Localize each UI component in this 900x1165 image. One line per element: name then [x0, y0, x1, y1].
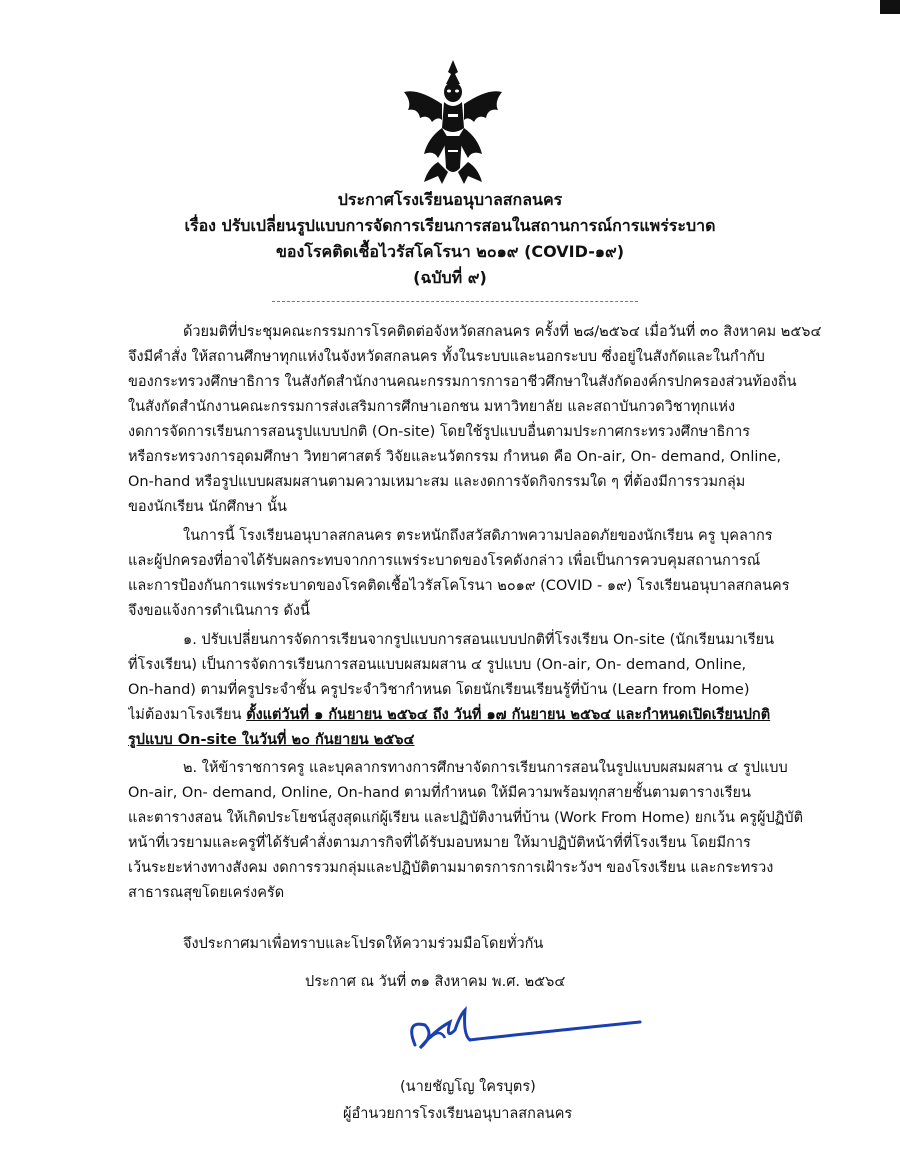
- para2-line: และการป้องกันการแพร่ระบาดของโรคติดเชื้อไวรัสโคโรนา ๒๐๑๙ (COVID - ๑๙) โรงเรียนอนุบาลสกลนคร: [128, 578, 790, 594]
- garuda-emblem-icon: [398, 58, 508, 186]
- item2-line: หน้าที่เวรยามและครูที่ได้รับคำสั่งตามภารกิจที่ได้รับมอบหมาย ให้มาปฏิบัติหน้าที่ที่โรงเรียน โดยมีการ: [128, 835, 751, 851]
- subject-line: เรื่อง ปรับเปลี่ยนรูปแบบการจัดการเรียนการสอนในสถานการณ์การแพร่ระบาด: [184, 216, 716, 235]
- item2-line: เว้นระยะห่างทางสังคม งดการรวมกลุ่มและปฏิบัติตามมาตรการการเฝ้าระวังฯ ของโรงเรียน และกระทรวง: [128, 860, 774, 876]
- signer-name: (นายชัญโญ ใครบุตร): [400, 1079, 536, 1095]
- item2-line: ๒. ให้ข้าราชการครู และบุคลากรทางการศึกษาจัดการเรียนการสอนในรูปแบบผสมผสาน ๔ รูปแบบ: [183, 760, 788, 776]
- item1-line5-bold: รูปแบบ On-site ในวันที่ ๒๐ กันยายน ๒๕๖๔: [128, 732, 415, 748]
- signature-image: [395, 1000, 645, 1060]
- item2-line: สาธารณสุขโดยเคร่งครัด: [128, 885, 285, 901]
- para2-line: และผู้ปกครองที่อาจได้รับผลกระทบจากการแพร่ระบาดของโรคดังกล่าว เพื่อเป็นการควบคุมสถานการณ์: [128, 553, 761, 569]
- para1-line: ในสังกัดสำนักงานคณะกรรมการส่งเสริมการศึกษาเอกชน มหาวิทยาลัย และสถาบันกวดวิชาทุกแห่ง: [128, 399, 736, 415]
- item1-line4-bold: ตั้งแต่วันที่ ๑ กันยายน ๒๕๖๔ ถึง วันที่ ๑๗ กันยายน ๒๕๖๔ และกำหนดเปิดเรียนปกติ: [246, 707, 771, 723]
- item1-line: ที่โรงเรียน) เป็นการจัดการเรียนการสอนแบบผสมผสาน ๔ รูปแบบ (On-air, On- demand, Online,: [128, 657, 747, 673]
- para1-line: หรือกระทรวงการอุดมศึกษา วิทยาศาสตร์ วิจัยและนวัตกรรม กำหนด คือ On-air, On- demand, Online,: [128, 449, 782, 465]
- issue-number: (ฉบับที่ ๙): [413, 268, 487, 287]
- item2-line: และตารางสอน ให้เกิดประโยชน์สูงสุดแก่ผู้เรียน และปฏิบัติงานที่บ้าน (Work From Home) ยกเว้น ครูผู้ปฏิบัติ: [128, 810, 804, 826]
- para1-line: ของกระทรวงศึกษาธิการ ในสังกัดสำนักงานคณะกรรมการการอาชีวศึกษาในสังกัดองค์กรปกครองส่วนท้องถิ่น: [128, 374, 797, 390]
- para2-line: จึงขอแจ้งการดำเนินการ ดังนี้: [128, 603, 310, 619]
- item1-line5: [128, 728, 828, 752]
- signer-title: ผู้อำนวยการโรงเรียนอนุบาลสกลนคร: [343, 1106, 573, 1122]
- para1-line: งดการจัดการเรียนการสอนรูปแบบปกติ (On-site) โดยใช้รูปแบบอื่นตามประกาศกระทรวงศึกษาธิการ: [128, 424, 751, 440]
- item1-line: ๑. ปรับเปลี่ยนการจัดการเรียนจากรูปแบบการสอนแบบปกติที่โรงเรียน On-site (นักเรียนมาเรียน: [183, 632, 775, 648]
- item1-line4-plain: ไม่ต้องมาโรงเรียน: [128, 707, 247, 723]
- closing-announcement: จึงประกาศมาเพื่อทราบและโปรดให้ความร่วมมือโดยทั่วกัน: [183, 936, 544, 952]
- para1-line: ด้วยมติที่ประชุมคณะกรรมการโรคติดต่อจังหวัดสกลนคร ครั้งที่ ๒๘/๒๕๖๔ เมื่อวันที่ ๓๐ สิงหาคม ๒๕๖๔: [183, 324, 822, 340]
- item2-line: On-air, On- demand, Online, On-hand ตามที่กำหนด ให้มีความพร้อมทุกสายชั้นตามตารางเรียน: [128, 785, 751, 801]
- item1-line: On-hand) ตามที่ครูประจำชั้น ครูประจำวิชากำหนด โดยนักเรียนเรียนรู้ที่บ้าน (Learn from Home): [128, 682, 750, 698]
- announcement-date: ประกาศ ณ วันที่ ๓๑ สิงหาคม พ.ศ. ๒๕๖๔: [305, 974, 566, 990]
- subject-line-cont: ของโรคติดเชื้อไวรัสโคโรนา ๒๐๑๙ (COVID-๑๙): [275, 242, 625, 261]
- para2-line: ในการนี้ โรงเรียนอนุบาลสกลนคร ตระหนักถึงสวัสดิภาพความปลอดภัยของนักเรียน ครู บุคลากร: [183, 528, 773, 544]
- para1-line: จึงมีคำสั่ง ให้สถานศึกษาทุกแห่งในจังหวัดสกลนคร ทั้งในระบบและนอกระบบ ซึ่งอยู่ในสังกัดและในกำกับ: [128, 349, 765, 365]
- header-divider: [272, 301, 638, 302]
- para1-line: ของนักเรียน นักศึกษา นั้น: [128, 499, 287, 515]
- item1-line-emphasis: [128, 703, 828, 727]
- scan-corner-mark: [880, 0, 900, 14]
- announcement-title: ประกาศโรงเรียนอนุบาลสกลนคร: [337, 190, 563, 209]
- para1-line: On-hand หรือรูปแบบผสมผสานตามความเหมาะสม และงดการจัดกิจกรรมใด ๆ ที่ต้องมีการรวมกลุ่ม: [128, 474, 746, 490]
